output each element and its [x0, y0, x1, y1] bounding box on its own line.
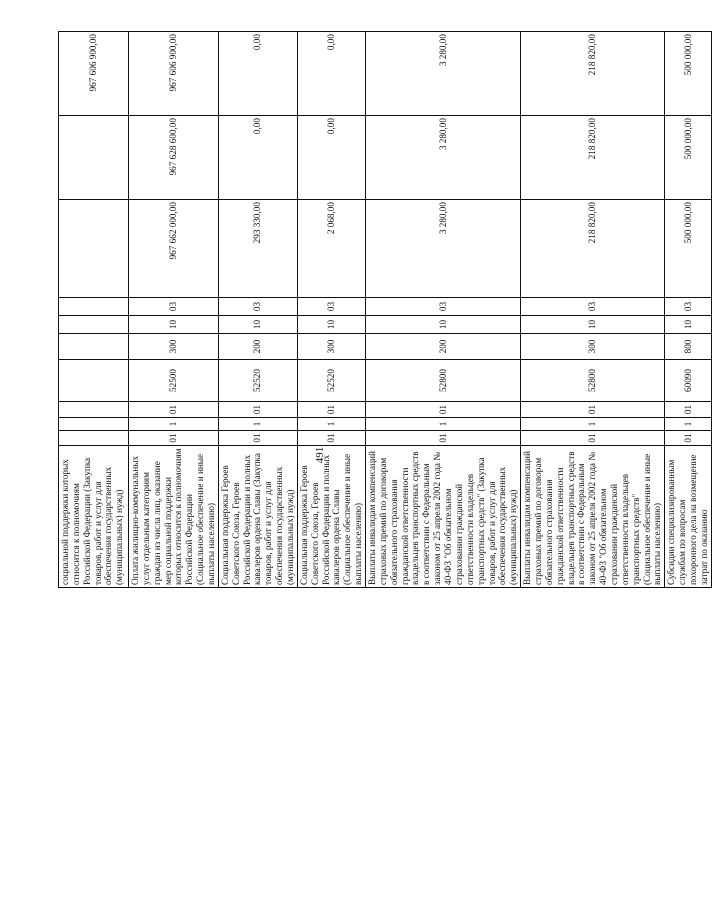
code-subsection: 03 — [297, 298, 365, 316]
amount-year-2: 0,00 — [297, 116, 365, 200]
amount-year-1: 3 280,00 — [366, 200, 521, 298]
row-name: Социальная поддержка Героев Советского Союза, Героев Российской Федерации и полных кавалеров ордена Славы (Закупка товаров, работ и услуг для обеспечения государственных (муниципальных) нужд) — [218, 446, 297, 588]
table-row — [129, 32, 219, 588]
code-subprogram: 1 — [665, 418, 711, 431]
code-direction: 52800 — [521, 360, 665, 402]
code-subprogram: 1 — [129, 418, 219, 431]
code-program — [59, 431, 129, 446]
code-event: 01 — [297, 402, 365, 418]
code-program: 01 — [297, 431, 365, 446]
code-program: 01 — [366, 431, 521, 446]
table-row — [297, 32, 365, 588]
code-expense-type: 300 — [297, 334, 365, 360]
row-name: социальной поддержки которых относится к полномочиям Российской Федерации (Закупка товаров, работ и услуг для обеспечения государственных (муниципальных) нужд) — [59, 446, 129, 588]
amount-year-1: 293 330,00 — [218, 200, 297, 298]
amount-year-3: 967 606 900,00 — [59, 32, 129, 116]
table-row — [218, 32, 297, 588]
row-name: Социальная поддержка Героев Советского Союза, Героев Российской Федерации и полных кавалеров ордена Славы (Социальное обеспечение и иные выплаты населению) — [297, 446, 365, 588]
code-subsection: 03 — [521, 298, 665, 316]
code-direction: 52800 — [366, 360, 521, 402]
code-program: 01 — [129, 431, 219, 446]
code-section — [59, 316, 129, 334]
code-program: 01 — [665, 431, 711, 446]
row-name: Оплата жилищно-коммунальных услуг отдельным категориям граждан из числа лиц, оказание мер социальной поддержки которых относится к полномочиям Российской Федерации (Социальное обеспечение и иные выплаты населению) — [129, 446, 219, 588]
amount-year-1: 218 820,00 — [521, 200, 665, 298]
amount-year-1 — [59, 200, 129, 298]
code-section: 10 — [665, 316, 711, 334]
table-row — [665, 32, 711, 588]
amount-year-2: 500 000,00 — [665, 116, 711, 200]
amount-year-3: 3 280,00 — [366, 32, 521, 116]
code-event: 01 — [129, 402, 219, 418]
table-row — [59, 32, 129, 588]
code-subprogram — [59, 418, 129, 431]
code-expense-type: 200 — [366, 334, 521, 360]
code-direction — [59, 360, 129, 402]
amount-year-1: 967 662 000,00 — [129, 200, 219, 298]
amount-year-1: 2 068,00 — [297, 200, 365, 298]
amount-year-2: 3 280,00 — [366, 116, 521, 200]
code-section: 10 — [297, 316, 365, 334]
amount-year-2: 218 820,00 — [521, 116, 665, 200]
table-row — [521, 32, 665, 588]
code-event — [59, 402, 129, 418]
budget-table — [58, 31, 712, 588]
code-section: 10 — [218, 316, 297, 334]
code-subsection — [59, 298, 129, 316]
code-direction: 52500 — [129, 360, 219, 402]
row-name: Выплаты инвалидам компенсаций страховых премий по договорам обязательного страхования гражданской ответственности владельцев транспортных средств в соответствии с Федеральным законом от 25 апреля 2002 года № 40-ФЗ "Об обязательном страховании гражданской ответственности владельцев транспортных средств" (Социальное обеспечение и иные выплаты населению) — [521, 446, 665, 588]
table-row — [366, 32, 521, 588]
code-direction: 52520 — [297, 360, 365, 402]
code-section: 10 — [366, 316, 521, 334]
code-event: 01 — [521, 402, 665, 418]
code-event: 01 — [665, 402, 711, 418]
amount-year-3: 218 820,00 — [521, 32, 665, 116]
code-expense-type: 200 — [218, 334, 297, 360]
code-program: 01 — [218, 431, 297, 446]
amount-year-2: 967 628 600,00 — [129, 116, 219, 200]
amount-year-1: 500 000,00 — [665, 200, 711, 298]
page-number: 491 — [314, 446, 326, 464]
code-subsection: 03 — [129, 298, 219, 316]
code-section: 10 — [129, 316, 219, 334]
row-name: Выплаты инвалидам компенсаций страховых премий по договорам обязательного страхования гражданской ответственности владельцев транспортных средств в соответствии с Федеральным законом от 25 апреля 2002 года № 40-ФЗ "Об обязательном страховании гражданской ответственности владельцев транспортных средств" (Закупка товаров, работ и услуг для обеспечения государственных (муниципальных) нужд) — [366, 446, 521, 588]
amount-year-2 — [59, 116, 129, 200]
code-section: 10 — [521, 316, 665, 334]
budget-table-container — [58, 32, 709, 588]
code-event: 01 — [218, 402, 297, 418]
code-subprogram: 1 — [297, 418, 365, 431]
amount-year-3: 0,00 — [218, 32, 297, 116]
code-expense-type: 300 — [521, 334, 665, 360]
amount-year-2: 0,00 — [218, 116, 297, 200]
amount-year-3: 500 000,00 — [665, 32, 711, 116]
code-event: 01 — [366, 402, 521, 418]
code-subsection: 03 — [218, 298, 297, 316]
code-program: 01 — [521, 431, 665, 446]
amount-year-3: 967 606 900,00 — [129, 32, 219, 116]
code-subprogram: 1 — [218, 418, 297, 431]
code-subsection: 03 — [665, 298, 711, 316]
code-direction: 52520 — [218, 360, 297, 402]
code-expense-type: 800 — [665, 334, 711, 360]
row-name: Субсидии специализированным службам по вопросам похоронного дела на возмещение затрат по оказанию — [665, 446, 711, 588]
code-direction: 60090 — [665, 360, 711, 402]
code-expense-type: 300 — [129, 334, 219, 360]
code-subprogram: 1 — [521, 418, 665, 431]
code-subsection: 03 — [366, 298, 521, 316]
code-subprogram: 1 — [366, 418, 521, 431]
amount-year-3: 0,00 — [297, 32, 365, 116]
code-expense-type — [59, 334, 129, 360]
